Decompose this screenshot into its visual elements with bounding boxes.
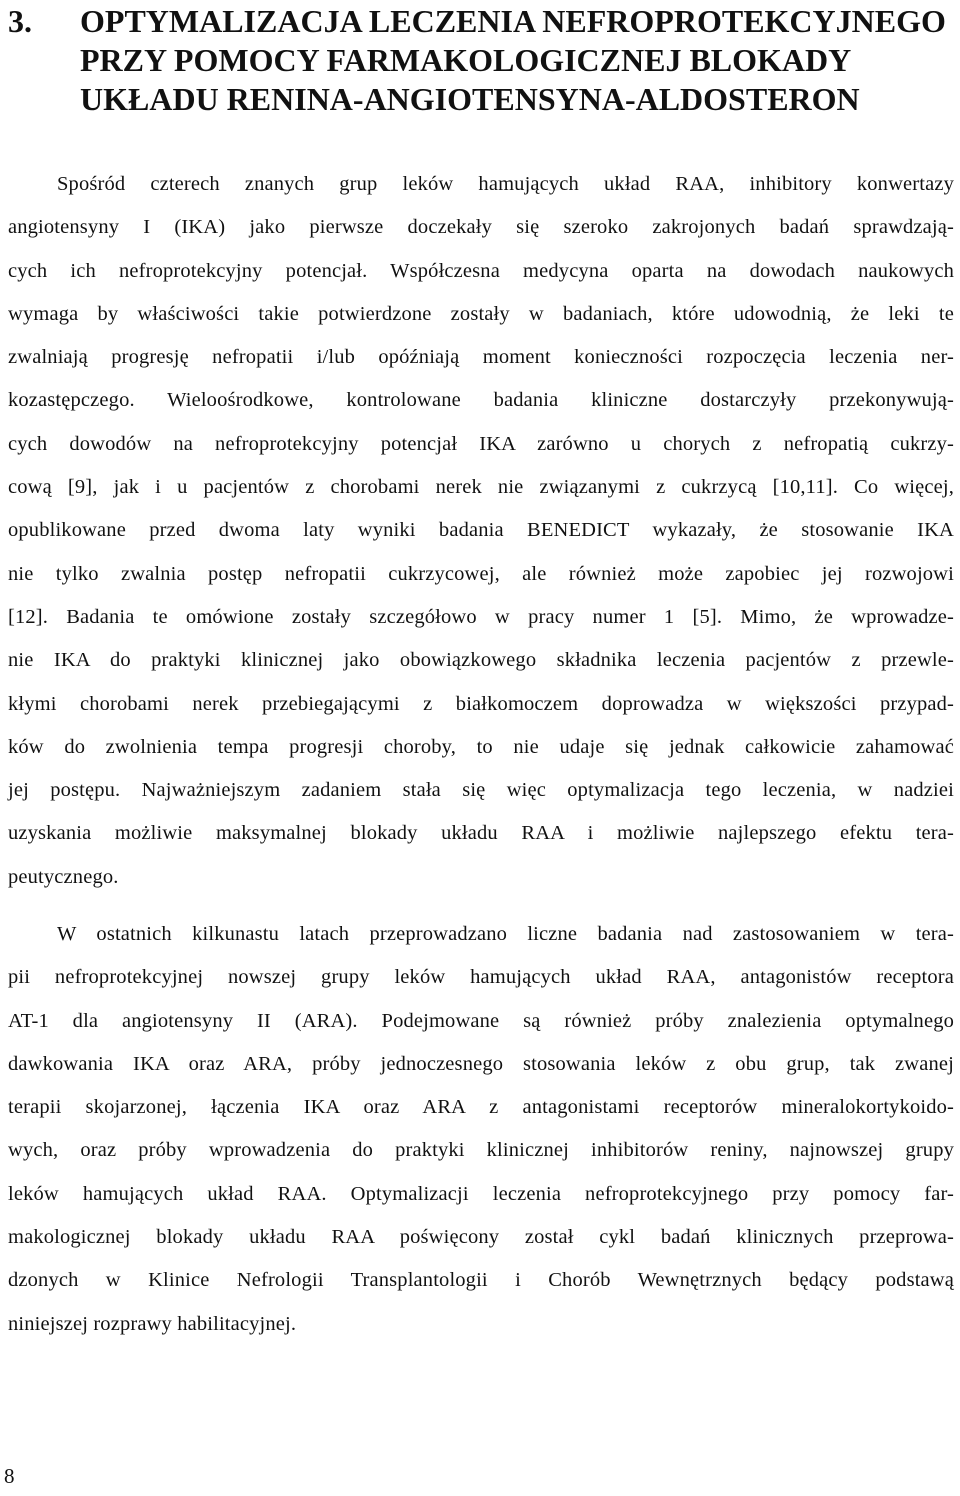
paragraph-2 [8, 913, 954, 1346]
paragraph-1-line: cych dowodów na nefroprotekcyjny potencjał IKA zarówno u chorych z nefropatią cukrzy- [8, 432, 954, 455]
paragraph-2-line: W ostatnich kilkunastu latach przeprowadzano liczne badania nad zastosowaniem w tera- [57, 923, 954, 945]
heading-line-2: PRZY POMOCY FARMAKOLOGICZNEJ BLOKADY [80, 42, 852, 78]
paragraph-1-line: zwalniają progresję nefropatii i/lub opóźniają moment konieczności rozpoczęcia leczenia ner- [8, 346, 954, 369]
paragraph-1-line: opublikowane przed dwoma laty wyniki badania BENEDICT wykazały, że stosowanie IKA [8, 519, 954, 542]
paragraph-2-line: dzonych w Klinice Nefrologii Transplantologii i Chorób Wewnętrznych będący podstawą [8, 1269, 954, 1292]
paragraph-1-line: Spośród czterech znanych grup leków hamujących układ RAA, inhibitory konwertazy [57, 173, 954, 195]
paragraph-1-line: kłymi chorobami nerek przebiegającymi z białkomoczem doprowadza w większości przypad- [8, 692, 954, 715]
paragraph-2-line: makologicznej blokady układu RAA poświęcony został cykl badań klinicznych przeprowa- [8, 1226, 954, 1249]
paragraph-1-line: jej postępu. Najważniejszym zadaniem stała się więc optymalizacja tego leczenia, w nadziei [8, 779, 954, 802]
paragraph-1-line: cową [9], jak i u pacjentów z chorobami nerek nie związanymi z cukrzycą [10,11]. Co więcej, [8, 476, 954, 499]
heading-line-1: OPTYMALIZACJA LECZENIA NEFROPROTEKCYJNEGO [80, 3, 946, 39]
paragraph-2-line: AT-1 dla angiotensyny II (ARA). Podejmowane są również próby znalezienia optymalnego [8, 1009, 954, 1032]
paragraph-1-line: [12]. Badania te omówione zostały szczegółowo w pracy numer 1 [5]. Mimo, że wprowadze- [8, 605, 954, 628]
paragraph-1-line: cych ich nefroprotekcyjny potencjał. Współczesna medycyna oparta na dowodach naukowych [8, 259, 954, 282]
page-number: 8 [4, 1464, 15, 1488]
paragraph-1-line: angiotensyny I (IKA) jako pierwsze doczekały się szeroko zakrojonych badań sprawdzają- [8, 216, 954, 239]
paragraph-2-line: wych, oraz próby wprowadzenia do praktyki klinicznej inhibitorów reniny, najnowszej grupy [8, 1139, 954, 1162]
paragraph-1-line: kozastępczego. Wieloośrodkowe, kontrolowane badania kliniczne dostarczyły przekonywują- [8, 389, 954, 412]
paragraph-1 [8, 163, 954, 899]
paragraph-1-line: wymaga by właściwości takie potwierdzone zostały w badaniach, które udowodnią, że leki te [8, 302, 954, 325]
paragraph-2-line: dawkowania IKA oraz ARA, próby jednoczesnego stosowania leków z obu grup, tak zwanej [8, 1052, 954, 1075]
paragraph-1-line: uzyskania możliwie maksymalnej blokady układu RAA i możliwie najlepszego efektu tera- [8, 822, 954, 845]
paragraph-1-line: nie IKA do praktyki klinicznej jako obowiązkowego składnika leczenia pacjentów z przewle- [8, 649, 954, 672]
paragraph-1-line: nie tylko zwalnia postęp nefropatii cukrzycowej, ale również może zapobiec jej rozwojowi [8, 562, 954, 585]
paragraph-2-line: leków hamujących układ RAA. Optymalizacji leczenia nefroprotekcyjnego przy pomocy far- [8, 1182, 954, 1205]
heading-line-3: UKŁADU RENINA-ANGIOTENSYNA-ALDOSTERON [80, 81, 860, 117]
chapter-number: 3. [8, 3, 32, 39]
paragraph-1-line: peutycznego. [8, 865, 119, 888]
paragraph-1-line: ków do zwolnienia tempa progresji choroby, to nie udaje się jednak całkowicie zahamować [8, 735, 954, 758]
chapter-heading [8, 2, 960, 119]
paragraph-2-line: terapii skojarzonej, łączenia IKA oraz ARA z antagonistami receptorów mineralokortykoido- [8, 1096, 954, 1119]
paragraph-2-line: pii nefroprotekcyjnej nowszej grupy leków hamujących układ RAA, antagonistów receptora [8, 966, 954, 989]
paragraph-2-line: niniejszej rozprawy habilitacyjnej. [8, 1312, 297, 1335]
